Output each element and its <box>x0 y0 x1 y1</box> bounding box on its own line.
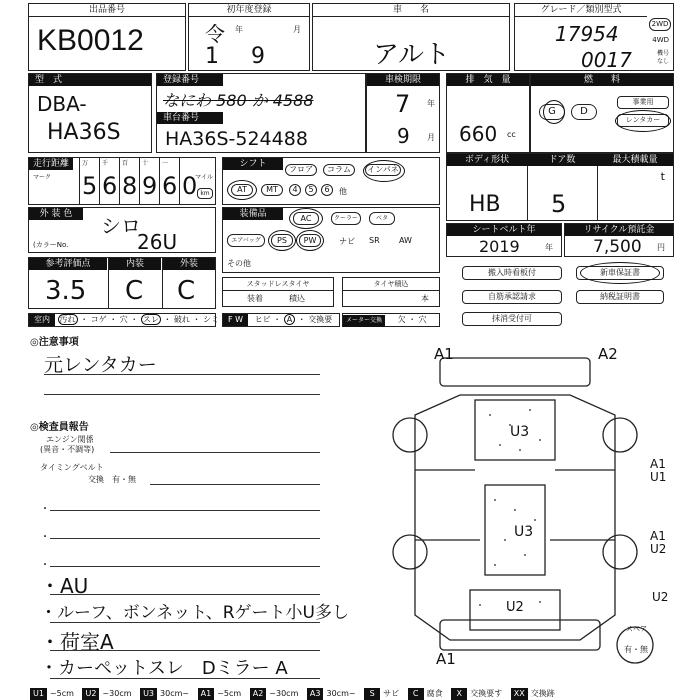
first-reg-year: 1 <box>205 44 219 69</box>
fw-condition-bar: F W ヒビ ・ A ・ 交換要 <box>222 313 340 327</box>
mileage-extra-digit: 0 <box>182 172 198 200</box>
fuel-label: 燃 料 <box>531 74 673 86</box>
mileage-digit: 8 <box>122 172 138 200</box>
seatbelt-box <box>446 223 562 257</box>
lot-number-label: 出品番号 <box>29 4 185 17</box>
studless-mounted-option: 装着 <box>247 294 263 303</box>
equipment-ps-circle <box>268 230 296 251</box>
interior-score-label: 内装 <box>109 258 161 270</box>
inspector-title: ◎検査員報告 <box>30 422 89 433</box>
meter-condition-bar: メーター交換 欠 ・ 穴 <box>342 313 440 327</box>
body-box <box>446 153 674 221</box>
shift-label: シフト <box>223 158 283 170</box>
first-reg-month: 9 <box>251 44 265 69</box>
legend-value: ~5cm <box>217 689 242 698</box>
mileage-digit: 6 <box>162 172 178 200</box>
inspection-year-unit: 年 <box>427 99 435 108</box>
color-code-label: (カラーNo. <box>33 241 69 249</box>
legend-key: A2 <box>250 688 267 700</box>
equipment-pw: PW <box>299 234 321 247</box>
registration-label: 登録番号 <box>157 74 223 86</box>
seatbelt-label: シートベルト年 <box>447 224 561 236</box>
legend-key: C <box>408 688 424 700</box>
fw-replace: 交換要 <box>308 315 333 324</box>
equipment-ac-circle <box>289 208 323 229</box>
equipment-cooler: クーラー <box>331 212 361 225</box>
legend-value: 腐食 <box>426 689 443 698</box>
mileage-digit-cell: 千 6 <box>99 158 119 204</box>
legend-value: 交換要す <box>470 689 503 698</box>
legend-value: ~30cm <box>102 689 132 698</box>
car-name-value: アルト <box>373 40 450 70</box>
color-value: シロ <box>101 214 141 238</box>
car-name-label: 車 名 <box>313 4 509 17</box>
legend-key: S <box>364 688 380 700</box>
damage-legend <box>30 688 561 700</box>
equipment-ac: AC <box>293 212 319 225</box>
grade-label: グレード／類別型式 <box>515 4 647 17</box>
displacement-box <box>446 73 530 153</box>
studless-box <box>222 277 334 307</box>
shift-floor-option: フロア <box>285 164 317 176</box>
inspection-year: 7 <box>395 90 411 118</box>
model-label: 型 式 <box>29 74 151 86</box>
inspector-engine-sub: (異音・不調等) <box>40 445 95 454</box>
first-registration-box <box>188 3 310 71</box>
diagram-mark-hood: U3 <box>510 424 530 440</box>
legend-value: ~5cm <box>49 689 74 698</box>
shift-4-option: 4 <box>289 184 301 196</box>
studless-loaded-option: 積込 <box>289 294 305 303</box>
equipment-navi: ナビ <box>339 237 355 246</box>
legend-value: 30cm~ <box>160 689 190 698</box>
shift-mt-option: MT <box>261 184 283 196</box>
inspector-line-3: ・荷室A <box>40 630 114 654</box>
grade-value-1: 17954 <box>555 22 619 46</box>
score-value: 3.5 <box>45 276 87 306</box>
diagram-mark-right-rear: A1 U2 <box>650 529 667 556</box>
mileage-digit-cell: 百 8 <box>119 158 139 204</box>
meter-label: メーター交換 <box>343 315 385 327</box>
first-reg-era: 令 <box>205 22 225 46</box>
legend-key: U3 <box>140 688 157 700</box>
inspector-timing-label: タイミングベルト <box>40 463 104 472</box>
fuel-box <box>530 73 674 153</box>
model-value-1: DBA- <box>37 92 87 116</box>
shift-at-option: AT <box>231 184 253 196</box>
front-right-wheel <box>603 418 637 452</box>
lot-number-box <box>28 3 186 71</box>
color-code-value: 26U <box>137 230 178 254</box>
mileage-box <box>28 157 216 205</box>
equipment-box <box>222 207 440 273</box>
seatbelt-unit: 年 <box>545 243 553 252</box>
chassis-value: HA36S-524488 <box>165 128 308 150</box>
car-name-box <box>312 3 510 71</box>
inspector-engine-label: エンジン関係 <box>46 435 94 444</box>
displacement-label: 排 気 量 <box>447 74 529 86</box>
capacity-unit: t <box>660 170 665 183</box>
fuel-rental-circle <box>615 110 671 132</box>
meter-hole: 穴 <box>418 315 427 324</box>
mileage-digit-cell <box>179 158 199 204</box>
shift-5-option: 5 <box>305 184 317 196</box>
fuel-business-option: 事業用 <box>617 96 669 109</box>
diagram-mark-a1-top-left: A1 <box>434 345 454 363</box>
first-registration-label: 初年度登録 <box>189 4 309 17</box>
recycle-unit: 円 <box>657 243 665 252</box>
drive-other-option: 機号 なし <box>656 50 669 65</box>
meter-missing: 欠 <box>397 315 406 324</box>
legend-key: A3 <box>307 688 324 700</box>
doc-deregistration: 抹消受付可 <box>462 312 562 326</box>
studless-label: スタッドレスタイヤ <box>223 278 333 291</box>
interior-scuff: スレ <box>142 315 159 324</box>
mileage-label: 走行距離 <box>29 158 73 170</box>
body-label: ボディ形状 <box>447 154 527 166</box>
diagram-mark-a1-bottom-left: A1 <box>436 650 456 668</box>
model-box <box>28 73 152 153</box>
inspector-line-4: ・カーペットスレ Dミラー A <box>40 658 288 679</box>
color-box <box>28 207 216 253</box>
first-reg-month-unit: 月 <box>293 25 301 34</box>
recycle-label: リサイクル預託金 <box>565 224 673 236</box>
fuel-rental-option: レンタカー <box>617 114 669 127</box>
interior-condition-label: 室内 <box>29 314 55 326</box>
legend-key: U1 <box>30 688 47 700</box>
exterior-score-value: C <box>177 276 196 306</box>
notes-value: 元レンタカー <box>44 354 157 376</box>
shift-at-circle <box>227 180 257 200</box>
interior-hole: 穴 <box>119 315 128 324</box>
tire-included-box <box>342 277 440 307</box>
shift-other-option: 他 <box>339 187 347 196</box>
rear-left-wheel <box>393 535 427 569</box>
legend-key: XX <box>511 688 528 700</box>
equipment-other: その他 <box>227 259 251 268</box>
mileage-mile-unit: マイル <box>195 174 213 181</box>
recycle-box <box>564 223 674 257</box>
interior-burn: コゲ <box>90 315 107 324</box>
doc-signboard: 搬入時看板付 <box>462 266 562 280</box>
legend-value: サビ <box>383 689 400 698</box>
exterior-score-label: 外装 <box>163 258 215 270</box>
mileage-digit-cell: 一 6 <box>159 158 179 204</box>
equipment-label: 装備品 <box>223 208 283 220</box>
inspector-line-2: ・ルーフ、ボンネット、Rゲート小U多し <box>40 603 350 623</box>
shift-panel-circle <box>363 160 405 182</box>
interior-stain: シミ <box>203 315 220 324</box>
lot-number-value: KB0012 <box>37 24 144 57</box>
mileage-digit: 5 <box>82 172 98 200</box>
inspector-line-1: ・AU <box>40 574 89 598</box>
shift-6-option: 6 <box>321 184 333 196</box>
doors-label: ドア数 <box>527 154 597 166</box>
front-left-wheel <box>393 418 427 452</box>
fw-a: A <box>284 314 295 325</box>
diagram-mark-rear: U2 <box>506 600 524 615</box>
legend-key: A1 <box>198 688 215 700</box>
doc-new-car-warranty: 新車保証書 <box>576 266 664 280</box>
interior-tear: 破れ <box>173 315 190 324</box>
seatbelt-value: 2019 <box>479 237 520 256</box>
fuel-d-option: D <box>571 104 597 120</box>
color-label: 外 装 色 <box>29 208 83 220</box>
model-value-2: HA36S <box>47 120 121 145</box>
legend-value: 30cm~ <box>326 689 356 698</box>
fw-crack: ヒビ <box>254 315 271 324</box>
rear-right-wheel <box>603 535 637 569</box>
registration-box <box>156 73 366 153</box>
doc-tax-certificate: 納税証明書 <box>576 290 664 304</box>
doors-value: 5 <box>551 190 567 218</box>
displacement-value: 660 <box>459 122 498 146</box>
equipment-aw: AW <box>399 236 412 245</box>
mileage-km-unit: km <box>197 188 213 199</box>
equipment-sr: SR <box>369 236 380 245</box>
equipment-pw-circle <box>296 230 324 251</box>
drive-2wd-option: 2WD <box>649 18 671 31</box>
shift-panel-option: インパネ <box>365 164 401 176</box>
doc-self-approval: 自筋承認請求 <box>462 290 562 304</box>
mileage-digits <box>79 158 199 204</box>
grade-box <box>514 3 674 71</box>
diagram-mark-right-bottom: U2 <box>652 590 669 604</box>
score-box <box>28 257 216 309</box>
capacity-label: 最大積載量 <box>597 154 673 166</box>
chassis-label: 車台番号 <box>157 112 223 124</box>
grade-value-2: 0017 <box>581 48 632 72</box>
legend-key: U2 <box>82 688 99 700</box>
front-bumper-shape <box>440 358 590 386</box>
diagram-mark-roof: U3 <box>514 524 534 540</box>
diagram-mark-right-front: A1 U1 <box>650 457 667 484</box>
equipment-airbag: エアバッグ <box>227 234 265 247</box>
tire-included-label: タイヤ積込 <box>343 278 439 291</box>
fw-label: F W <box>223 314 248 326</box>
shift-box <box>222 157 440 205</box>
mileage-mark: マーク <box>33 174 52 181</box>
inspection-month: 9 <box>397 124 410 148</box>
legend-key: X <box>451 688 467 700</box>
equipment-flat: ベタ <box>369 212 395 225</box>
body-value: HB <box>469 192 501 217</box>
tire-included-unit: 本 <box>421 294 429 303</box>
recycle-value: 7,500 <box>593 237 642 257</box>
mileage-digit-cell: 万 5 <box>79 158 99 204</box>
fuel-g-circle <box>543 100 565 124</box>
inspector-timing-swap: 交換 有・無 <box>88 475 136 484</box>
score-label: 参考評価点 <box>29 258 107 270</box>
drive-4wd-option: 4WD <box>652 36 669 44</box>
fuel-g-option: G <box>539 104 565 120</box>
displacement-unit: cc <box>507 130 516 139</box>
doc-warranty-circle <box>580 262 660 284</box>
legend-value: ~30cm <box>269 689 299 698</box>
equipment-ps: PS <box>271 234 293 247</box>
diagram-mark-a2-top-right: A2 <box>598 345 618 363</box>
mileage-digit: 9 <box>142 172 158 200</box>
mileage-digit-cell: 十 9 <box>139 158 159 204</box>
mileage-digit: 6 <box>102 172 118 200</box>
rear-bumper-shape <box>440 620 600 650</box>
inspection-label: 車検期限 <box>367 74 439 86</box>
spare-label: スペア <box>626 625 647 633</box>
interior-score-value: C <box>125 276 144 306</box>
inspection-month-unit: 月 <box>427 133 435 142</box>
first-reg-year-unit: 年 <box>235 25 243 34</box>
interior-dirt: 汚れ <box>59 315 76 324</box>
legend-value: 交換跡 <box>530 689 555 698</box>
spare-value: 有・無 <box>624 645 648 654</box>
inspection-box <box>366 73 440 153</box>
shift-column-option: コラム <box>323 164 355 176</box>
registration-value: なにわ 580 か 4588 <box>163 91 314 110</box>
interior-condition-bar: 室内 汚れ ・ コゲ ・ 穴 ・ スレ ・ 破れ ・ シミ <box>28 313 216 327</box>
notes-title: ◎注意事項 <box>30 337 79 348</box>
